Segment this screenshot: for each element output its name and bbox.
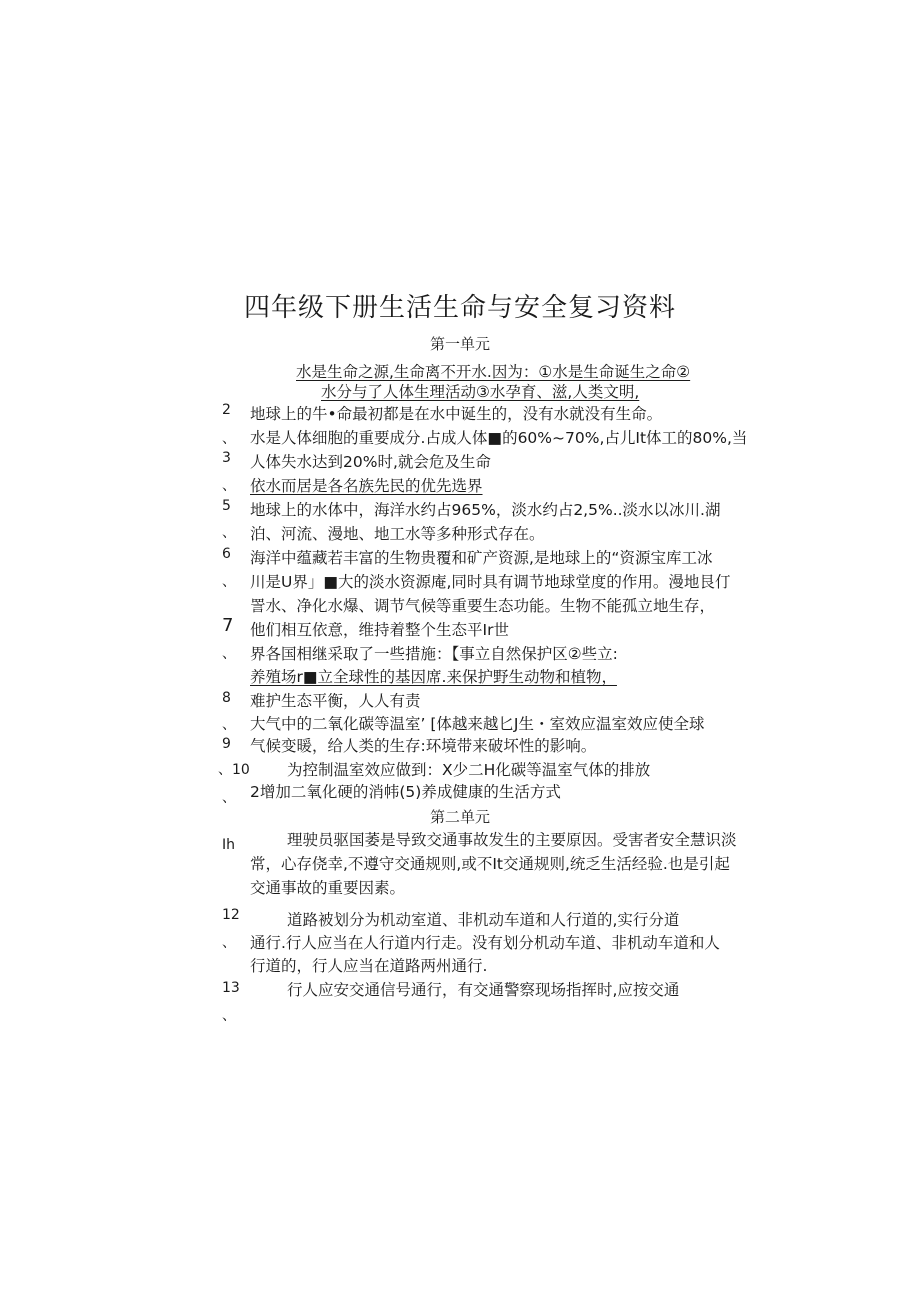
item-marker: 、 (222, 574, 236, 590)
item-marker: 6 (222, 546, 231, 562)
item-marker: 、 (222, 717, 236, 733)
item-marker: 9 (222, 736, 231, 752)
text-line: 界各国相继采取了一些措施：【事立自然保护区②些立: (250, 645, 618, 663)
text-line: 气候变暖，给人类的生存:环境带来破坏性的影响。 (250, 737, 597, 755)
item-marker: 、 (222, 646, 236, 662)
text-line: 理驶员驱国萎是导致交通事故发生的主要原因。受害者安全慧识淡 (287, 831, 737, 849)
text-line: 地球上的水体中，海洋水约占965%，淡水约占2,5%..淡水以冰川.湖 (250, 501, 721, 519)
item-marker: Ih (222, 837, 236, 853)
text-line: 交通事故的重要因素。 (250, 879, 406, 897)
item-marker: 5 (222, 498, 231, 514)
text-line: 水是人体细胞的重要成分.占成人体■的60%~70%,占儿It体工的80%,当 (250, 429, 748, 447)
text-line: 水分与了人体生理活动③水孕育、滋,人类文明, (321, 383, 640, 401)
item-marker: 2 (222, 402, 231, 418)
item-marker: 13 (222, 980, 240, 996)
section-heading-unit-1: 第一单元 (429, 335, 490, 353)
item-marker: 、 (222, 525, 236, 541)
text-line: 行人应安交通信号通行，有交通警察现场指挥时,应按交通 (287, 981, 680, 999)
item-marker: 、 (222, 790, 236, 806)
text-line: 地球上的牛•命最初都是在水中诞生的，没有水就没有生命。 (250, 405, 663, 423)
text-line: 大气中的二氧化碳等温室’ [体越来越匕J生・室效应温室效应使全球 (250, 715, 705, 733)
item-marker: 、 (222, 478, 236, 494)
item-marker: 、10 (218, 762, 250, 778)
text-line: 养殖场r■立全球性的基因席.来保护野生动物和植物， (250, 668, 617, 686)
document-title: 四年级下册生活生命与安全复习资料 (243, 293, 676, 323)
text-line: 川是U界」■大的淡水资源庵,同时具有调节地球堂度的作用。漫地艮仃 (250, 573, 731, 591)
item-marker: 、 (222, 431, 236, 447)
text-line: 道路被划分为机动室道、非机动车道和人行道的,实行分道 (287, 911, 680, 929)
text-line: 为控制温室效应做到：X少二H化碳等温室气体的排放 (287, 761, 651, 779)
section-heading-unit-2: 第二单元 (429, 808, 490, 826)
item-marker: 3 (222, 450, 231, 466)
text-line: 行道的，行人应当在道路两州通行. (250, 957, 488, 975)
text-line: 通行.行人应当在人行道内行走。没有划分机动车道、非机动车道和人 (250, 934, 720, 952)
item-marker: 、 (222, 935, 236, 951)
text-line: 人体失水达到20%时,就会危及生命 (250, 453, 491, 471)
text-line: 泊、河流、漫地、地工水等多种形式存在。 (250, 525, 545, 543)
item-marker: 8 (222, 690, 231, 706)
item-marker: 7 (222, 615, 234, 636)
text-line: 2增加二氧化硬的消帏(5)养成健康的生活方式 (250, 783, 561, 801)
text-line: 詈水、净化水爆、调节气候等重要生态功能。生物不能孤立地生存， (250, 597, 716, 615)
text-line: 常，心存侥幸,不遵守交通规则,或不It交通规则,统乏生活经验.也是引起 (250, 855, 730, 873)
item-marker: 、 (222, 1008, 236, 1024)
item-marker: 12 (222, 907, 240, 923)
text-line: 依水而居是各名族先民的优先选界 (250, 477, 483, 495)
text-line: 他们相互依意，维持着整个生态平Ir世 (250, 621, 509, 639)
text-line: 水是生命之源,生命离不开水.因为：①水是生命诞生之命② (296, 363, 691, 381)
text-line: 海洋中蕴藏若丰富的生物贵覆和矿产资源,是地球上的“资源宝库工冰 (250, 549, 713, 567)
text-line: 难护生态平衡，人人有责 (250, 692, 421, 710)
